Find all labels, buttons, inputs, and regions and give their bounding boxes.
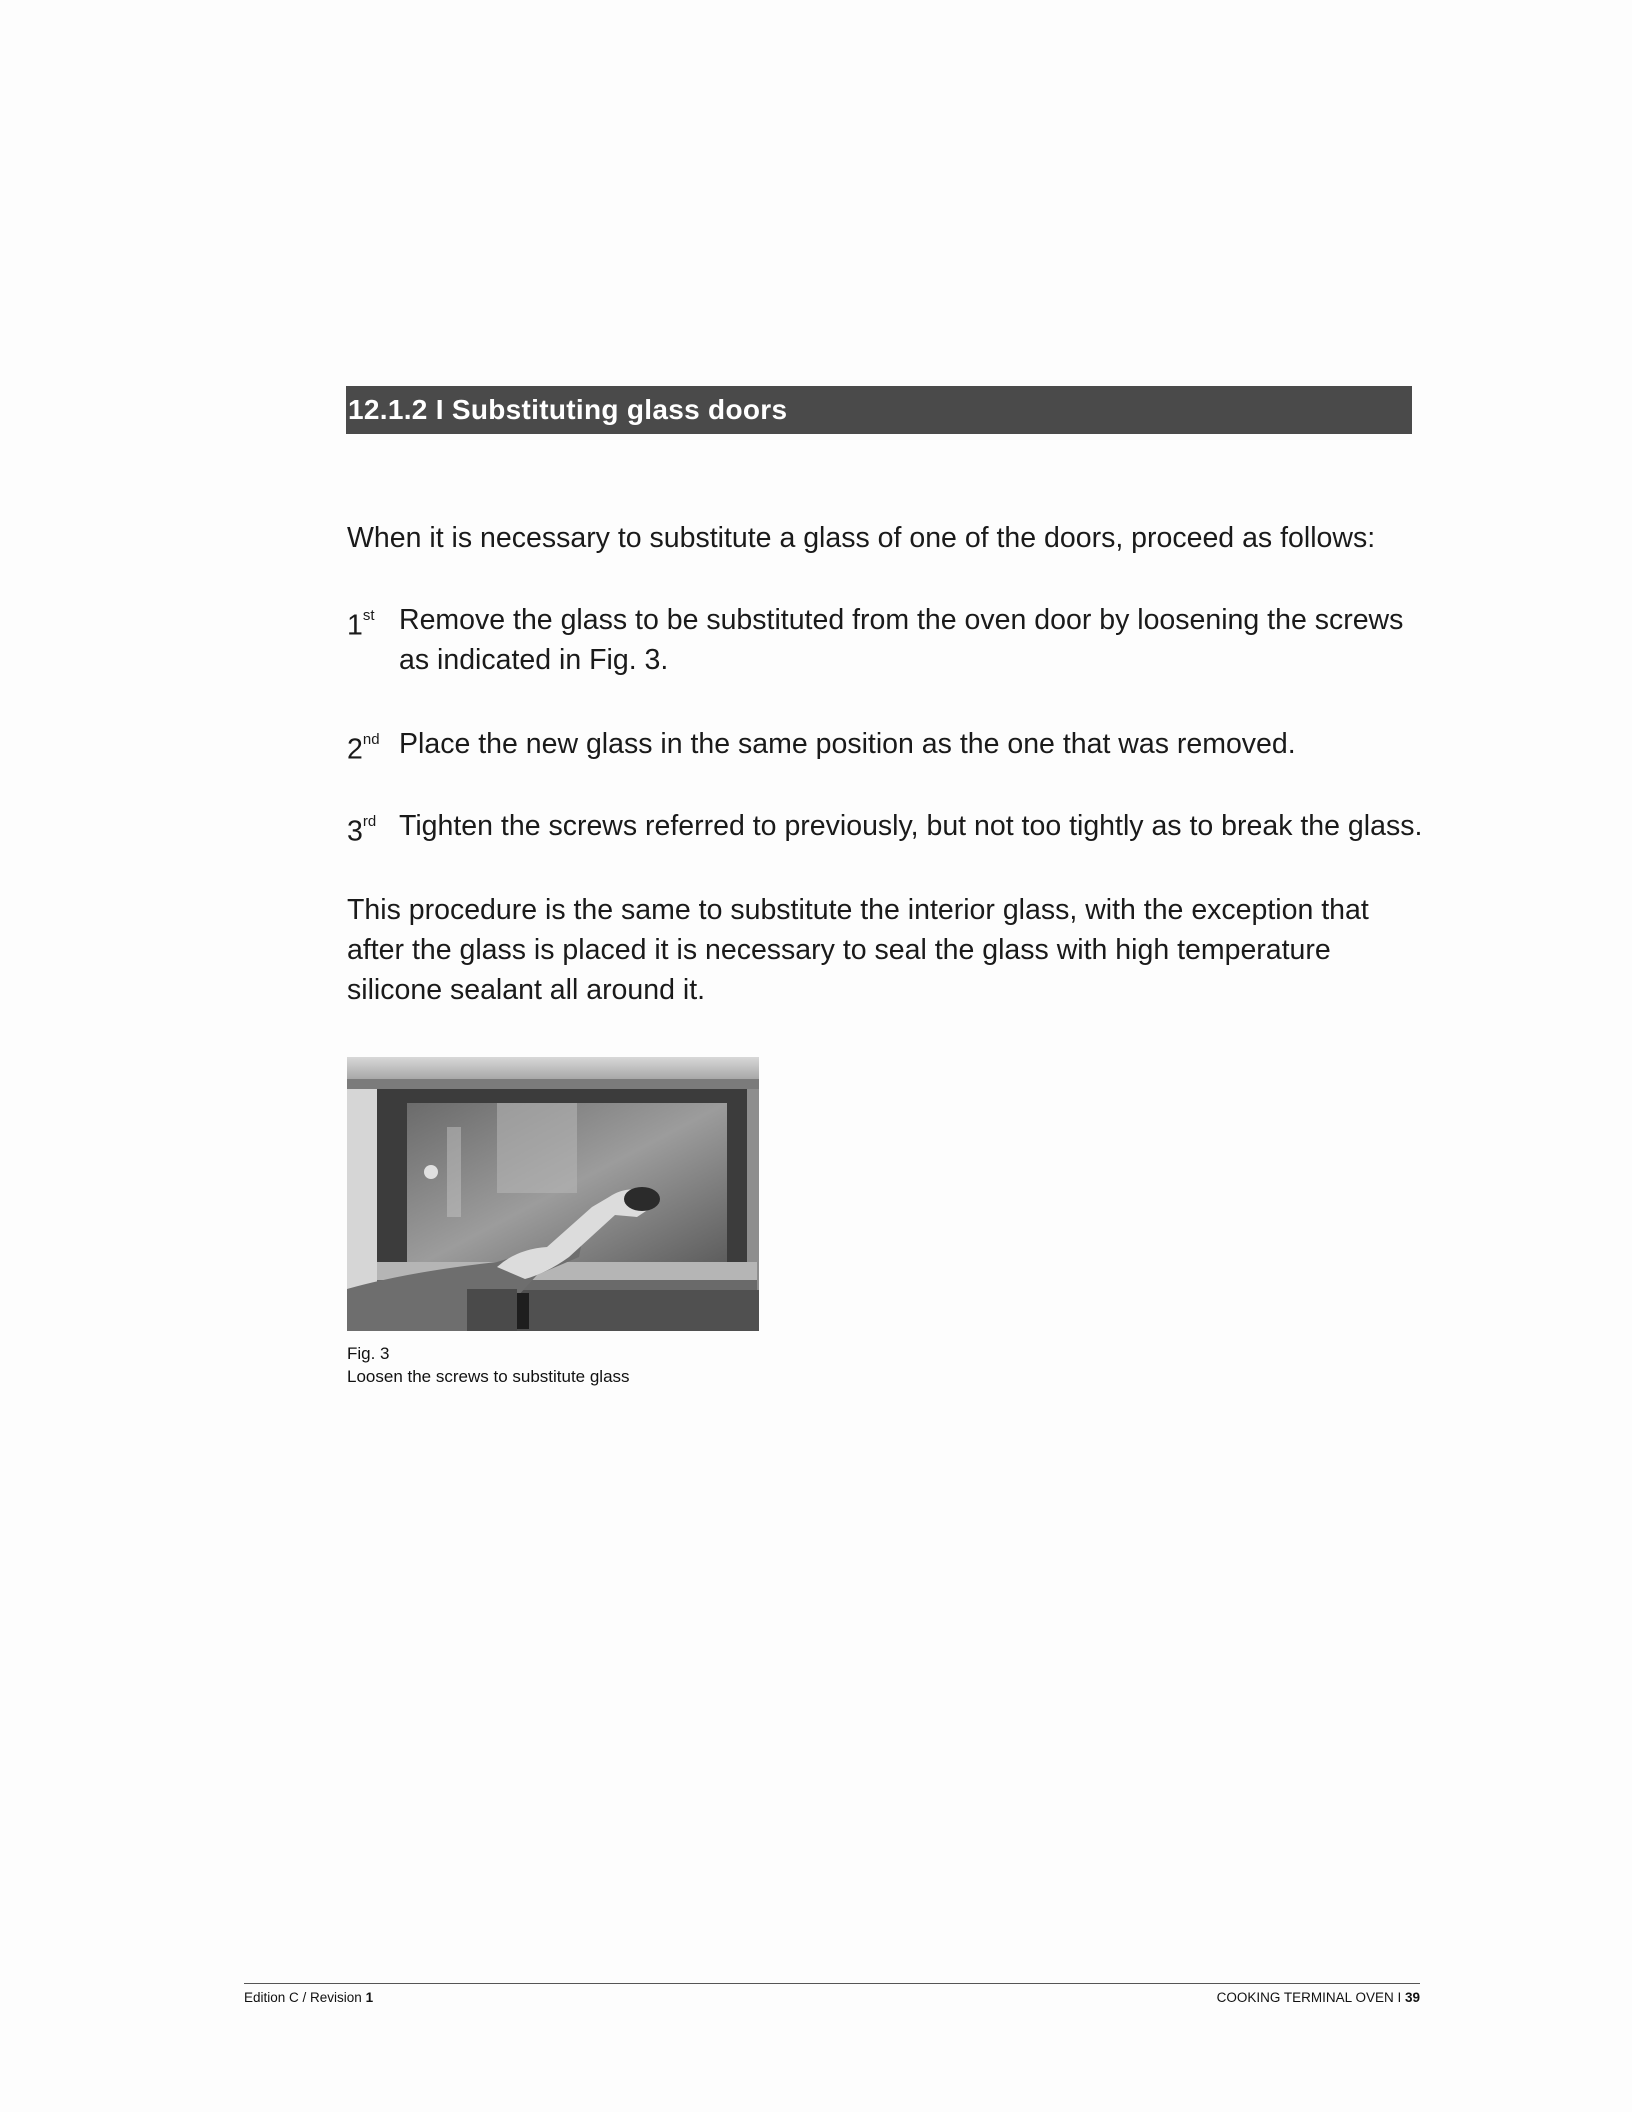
step-number: 3rd	[347, 813, 377, 848]
step-number: 2nd	[347, 731, 380, 766]
footer-title-page: COOKING TERMINAL OVEN I 39	[1216, 1990, 1420, 2005]
step-text: Tighten the screws referred to previously, but not too tightly as to break the glass.	[399, 810, 1423, 842]
step-number: 1st	[347, 607, 375, 642]
step-2	[347, 724, 1427, 764]
step-text: Remove the glass to be substituted from the oven door by loosening the screws as indicated in Fig. 3.	[399, 604, 1404, 676]
step-1	[347, 600, 1427, 682]
footer-edition: Edition C / Revision 1	[244, 1990, 374, 2005]
figure-caption: Loosen the screws to substitute glass	[347, 1367, 630, 1386]
section-heading: 12.1.2 I Substituting glass doors	[346, 386, 1412, 434]
closing-paragraph: This procedure is the same to substitute the interior glass, with the exception that after the glass is placed it is necessary to seal the glass with high temperature silicone sealant all around it.	[347, 894, 1369, 1006]
footer-divider	[244, 1983, 1420, 1984]
oven-door-photo	[347, 1057, 759, 1331]
figure-number: Fig. 3	[347, 1344, 390, 1363]
page-number: 39	[1404, 1990, 1420, 2005]
step-text: Place the new glass in the same position as the one that was removed.	[399, 728, 1296, 760]
step-3	[347, 806, 1427, 846]
intro-paragraph: When it is necessary to substitute a glass of one of the doors, proceed as follows:	[347, 522, 1376, 554]
